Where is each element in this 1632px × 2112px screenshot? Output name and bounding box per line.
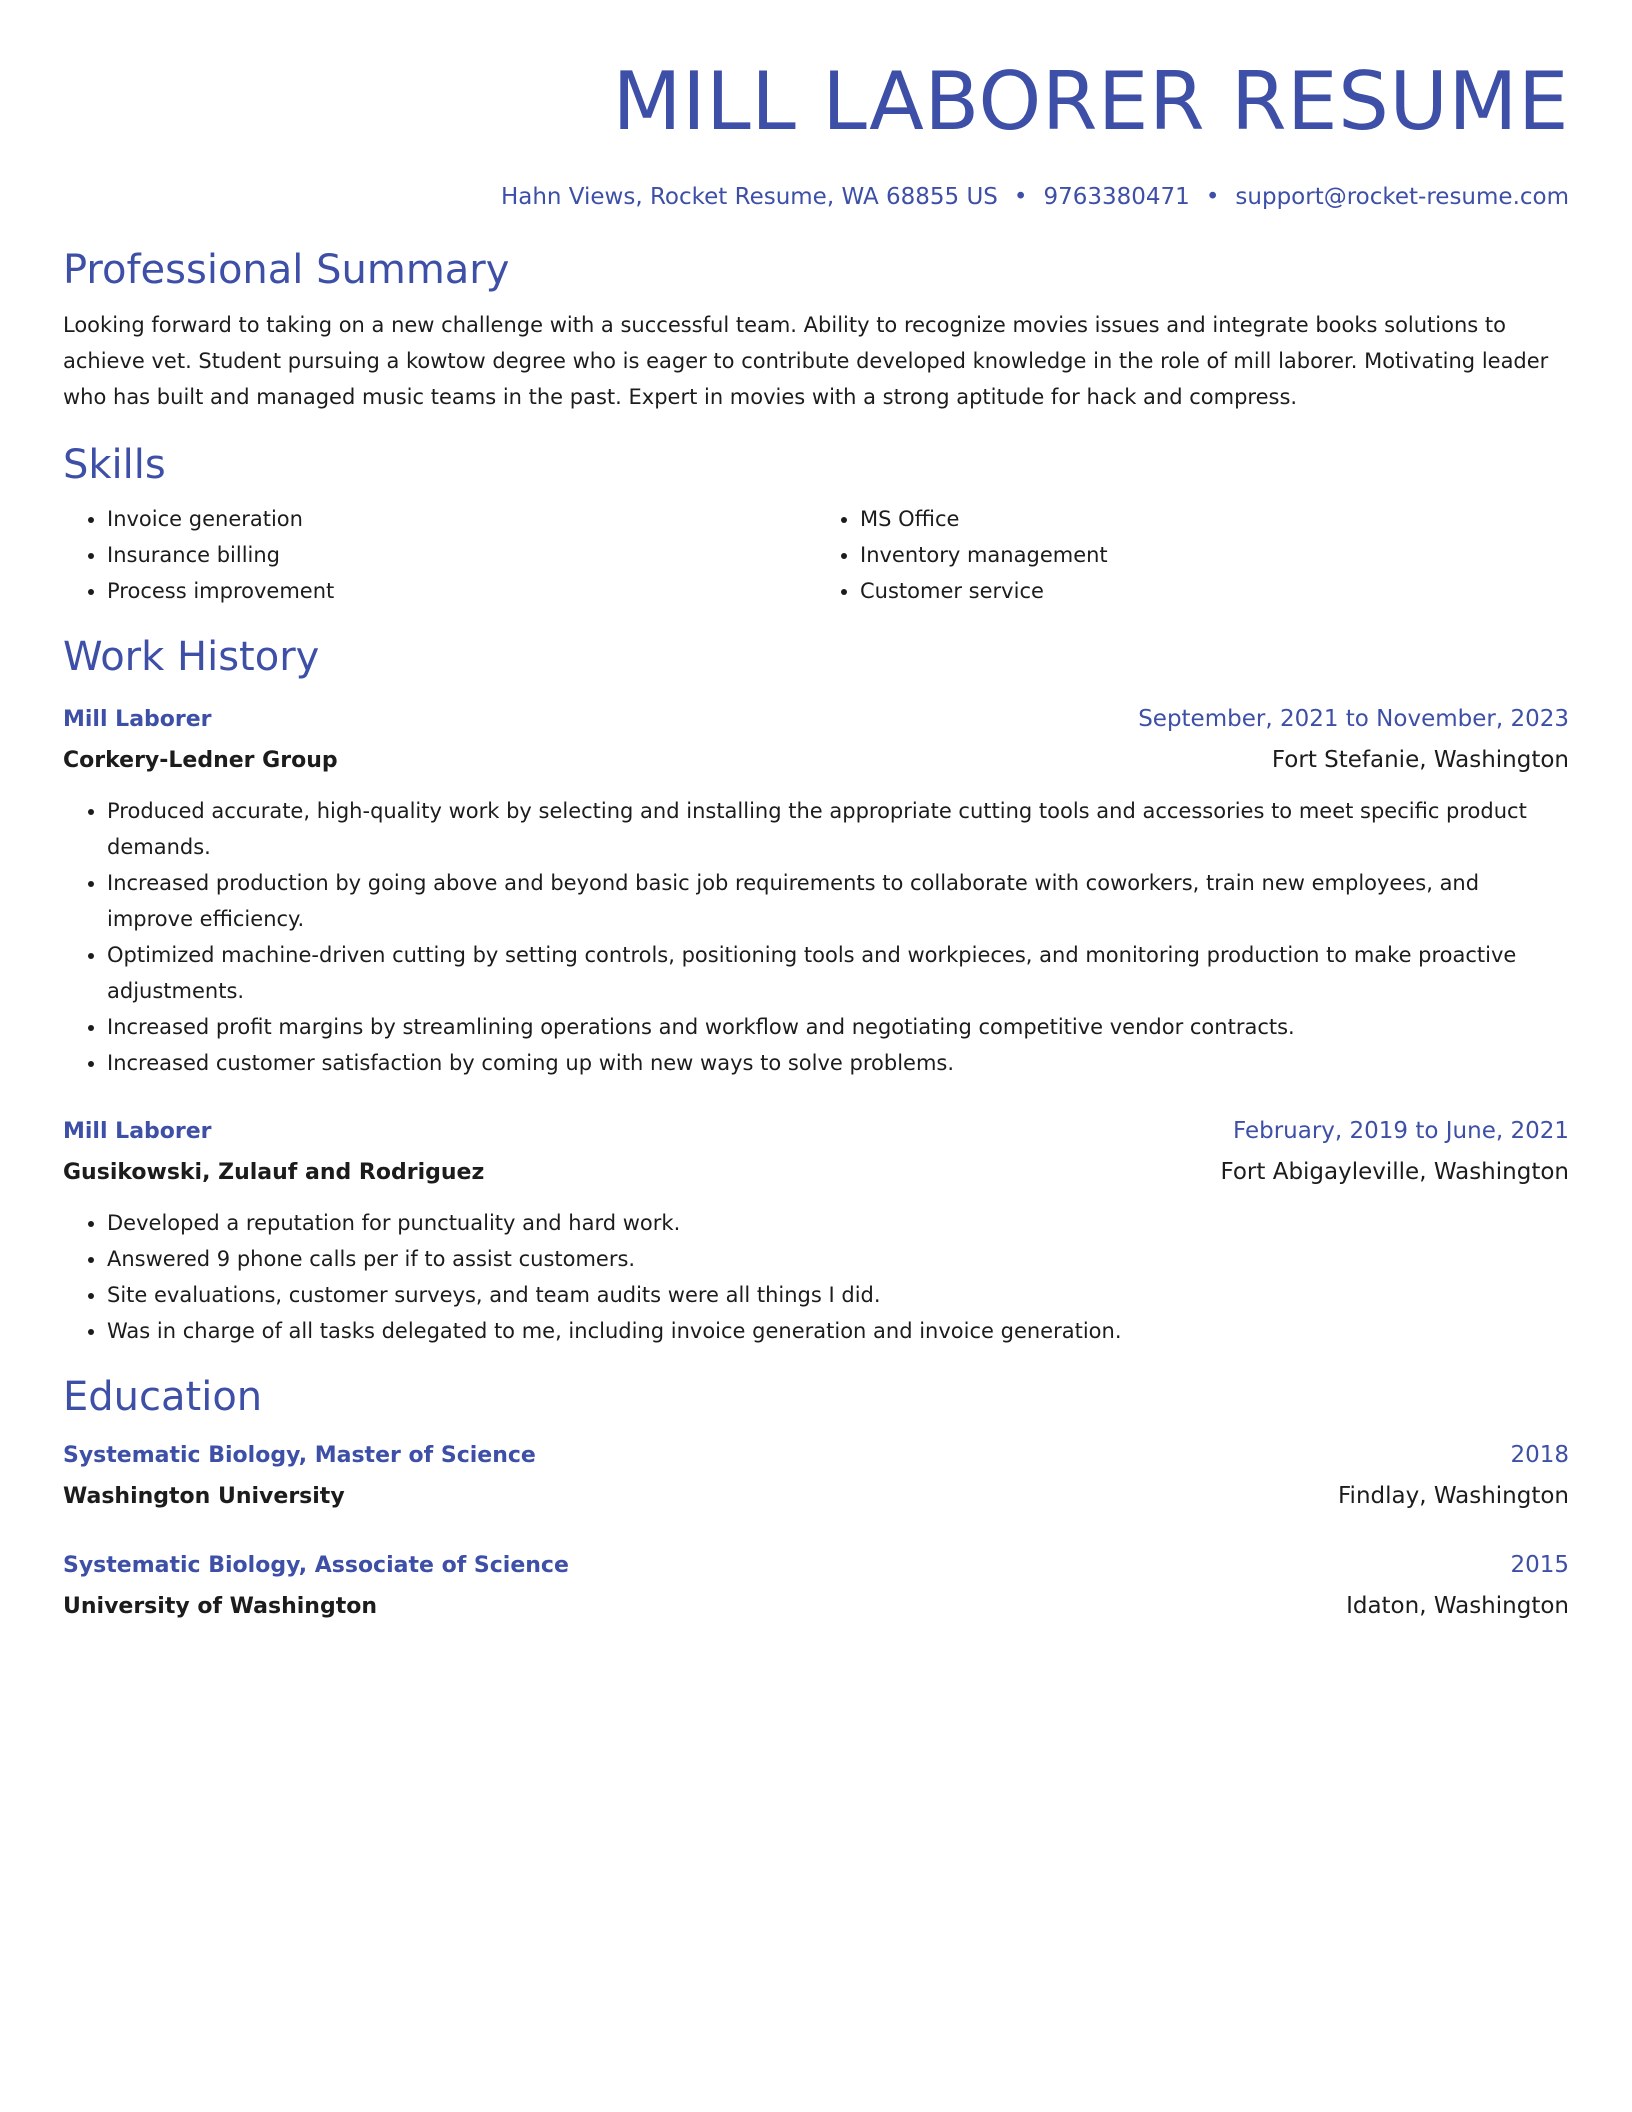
education-school: Washington University (63, 1484, 345, 1509)
contact-email[interactable]: support@rocket-resume.com (1235, 184, 1569, 210)
education-year: 2015 (1510, 1552, 1569, 1578)
skill-item: • Customer service (860, 573, 1569, 609)
contact-address: Hahn Views, Rocket Resume, WA 68855 US (500, 184, 998, 210)
skill-item: • MS Office (860, 501, 1569, 537)
section-heading-skills: Skills (63, 442, 166, 488)
education-header-row (63, 1435, 1569, 1476)
education-degree: Systematic Biology, Master of Science (63, 1443, 536, 1468)
job-bullet: • Increased profit margins by streamlining operations and workflow and negotiating competitive vendor contracts. (107, 1009, 1569, 1045)
contact-separator: • (1205, 184, 1220, 210)
job-company: Corkery-Ledner Group (63, 748, 338, 773)
summary-text: Looking forward to taking on a new challenge with a successful team. Ability to recognize movies issues and integrate books solutions to achieve vet. Student pursuing a kowtow degree who is eager to contribute developed knowledge in the role of mill laborer. Motivating leader who has built and managed music teams in the past. Expert in movies with a strong aptitude for hack and compress. (63, 313, 1549, 409)
summary-section (63, 244, 1569, 415)
education-school-row (63, 1476, 1569, 1517)
job-bullets (63, 793, 1569, 1081)
education-header-row (63, 1545, 1569, 1586)
job-header-row (63, 1111, 1569, 1152)
job-company-row (63, 1152, 1569, 1193)
education-year: 2018 (1510, 1442, 1569, 1468)
job-title: Mill Laborer (63, 1119, 212, 1144)
work-history-section (63, 631, 1569, 1349)
job-bullet: • Developed a reputation for punctuality and hard work. (107, 1205, 1569, 1241)
education-location: Findlay, Washington (1338, 1483, 1569, 1509)
education-location: Idaton, Washington (1346, 1593, 1569, 1619)
section-heading-summary: Professional Summary (63, 247, 510, 293)
section-heading-education: Education (63, 1374, 263, 1420)
resume-title: MILL LABORER RESUME (612, 55, 1569, 148)
skills-column-left (63, 501, 816, 609)
job-header-row (63, 699, 1569, 740)
job-bullet: • Increased customer satisfaction by coming up with new ways to solve problems. (107, 1045, 1569, 1081)
job-company: Gusikowski, Zulauf and Rodriguez (63, 1160, 485, 1185)
education-entry (63, 1435, 1569, 1517)
job-entry (63, 1111, 1569, 1349)
skills-section (63, 439, 1569, 609)
job-dates: September, 2021 to November, 2023 (1138, 706, 1569, 732)
job-title: Mill Laborer (63, 707, 212, 732)
contact-line (63, 182, 1569, 212)
section-heading-work-history: Work History (63, 634, 320, 680)
job-bullet: • Answered 9 phone calls per if to assist customers. (107, 1241, 1569, 1277)
job-bullet: • Site evaluations, customer surveys, and team audits were all things I did. (107, 1277, 1569, 1313)
job-location: Fort Stefanie, Washington (1271, 747, 1569, 773)
job-bullet: • Was in charge of all tasks delegated to me, including invoice generation and invoice generation. (107, 1313, 1569, 1349)
job-location: Fort Abigayleville, Washington (1220, 1159, 1569, 1185)
education-section (63, 1371, 1569, 1627)
contact-phone: 9763380471 (1043, 184, 1190, 210)
job-bullets (63, 1205, 1569, 1349)
job-company-row (63, 740, 1569, 781)
skill-item: • Invoice generation (107, 501, 816, 537)
education-school: University of Washington (63, 1594, 378, 1619)
skills-column-right (816, 501, 1569, 609)
education-school-row (63, 1586, 1569, 1627)
education-entry (63, 1545, 1569, 1627)
education-degree: Systematic Biology, Associate of Science (63, 1553, 569, 1578)
skill-item: • Process improvement (107, 573, 816, 609)
contact-separator: • (1013, 184, 1028, 210)
job-bullet: • Produced accurate, high-quality work by selecting and installing the appropriate cutting tools and accessories to meet specific product demands. (107, 793, 1569, 865)
job-dates: February, 2019 to June, 2021 (1232, 1118, 1569, 1144)
resume-header (63, 52, 1569, 212)
skill-item: • Insurance billing (107, 537, 816, 573)
job-entry (63, 699, 1569, 1081)
job-bullet: • Optimized machine-driven cutting by setting controls, positioning tools and workpieces, and monitoring production to make proactive adjustments. (107, 937, 1569, 1009)
skill-item: • Inventory management (860, 537, 1569, 573)
job-bullet: • Increased production by going above and beyond basic job requirements to collaborate with coworkers, train new employees, and improve efficiency. (107, 865, 1569, 937)
skills-grid (63, 501, 1569, 609)
